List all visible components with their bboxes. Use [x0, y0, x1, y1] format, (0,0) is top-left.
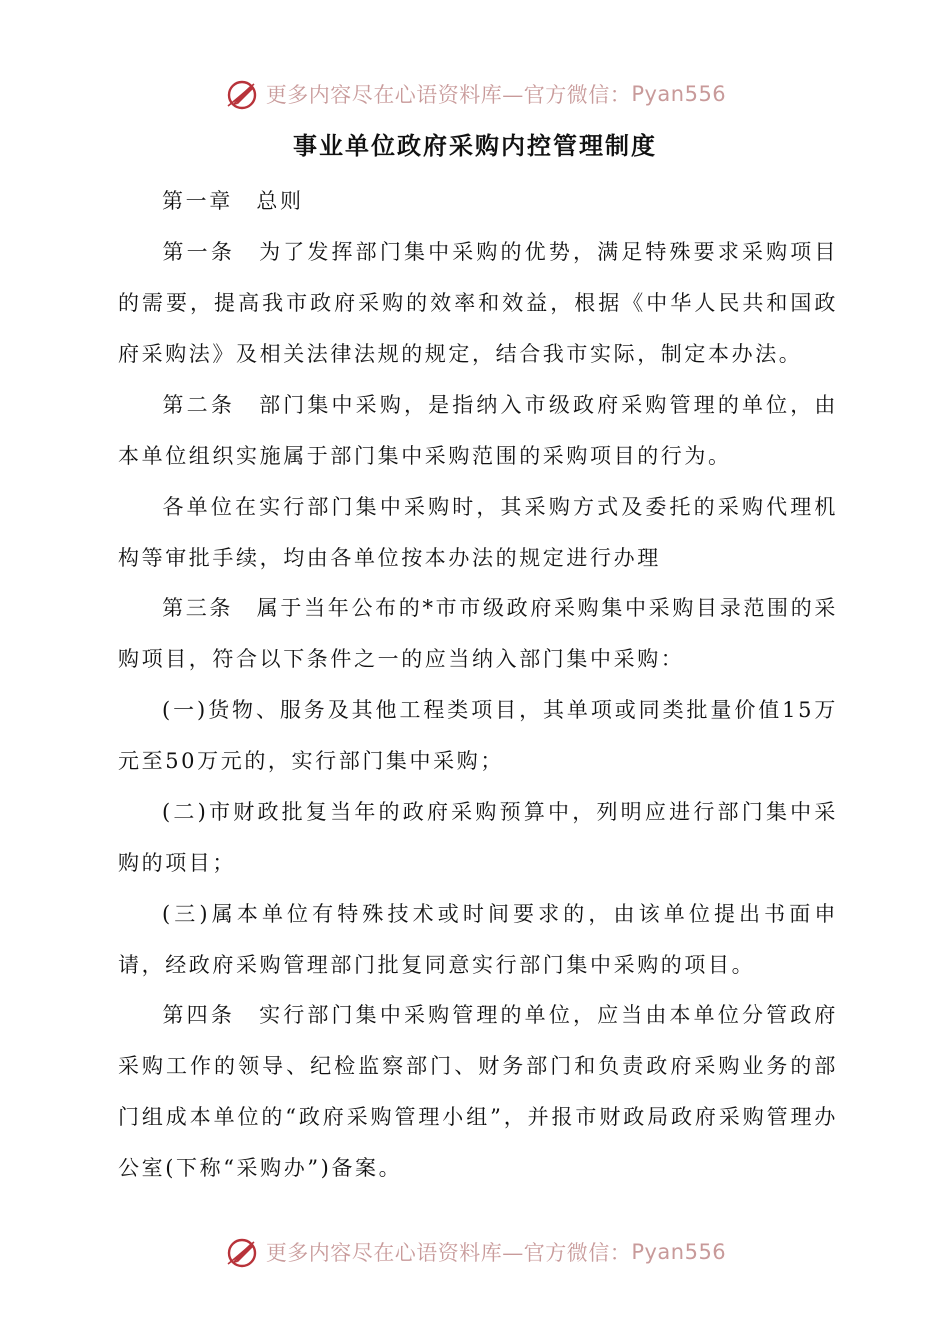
paragraph-1: 第一条 为了发挥部门集中采购的优势，满足特殊要求采购项目的需要，提高我市政府采购的效率和效益，根据《中华人民共和国政府采购法》及相关法律法规的规定，结合我市实际，制定本办法。 — [118, 240, 838, 366]
paragraph-3: 各单位在实行部门集中采购时，其采购方式及委托的采购代理机构等审批手续，均由各单位按本办法的规定进行办理 — [118, 495, 838, 570]
paragraph-4: 第三条 属于当年公布的*市市级政府采购集中采购目录范围的采购项目，符合以下条件之一的应当纳入部门集中采购： — [118, 596, 838, 671]
watermark-banner-top — [0, 74, 950, 114]
banner-wechat-id: Pyan556 — [631, 1240, 727, 1264]
banner-text: 更多内容尽在心语资料库—官方微信： — [265, 83, 632, 107]
paragraph-2: 第二条 部门集中采购，是指纳入市级政府采购管理的单位，由本单位组织实施属于部门集中采购范围的采购项目的行为。 — [118, 393, 838, 468]
paragraph-5: (一)货物、服务及其他工程类项目，其单项或同类批量价值15万元至50万元的，实行部门集中采购； — [118, 698, 838, 773]
logo-icon — [224, 1234, 260, 1270]
document-title: 事业单位政府采购内控管理制度 — [293, 131, 657, 160]
paragraph-7: (三)属本单位有特殊技术或时间要求的，由该单位提出书面申请，经政府采购管理部门批复同意实行部门集中采购的项目。 — [118, 902, 838, 977]
banner-wechat-id: Pyan556 — [631, 82, 727, 106]
chapter-heading: 第一章 总则 — [162, 189, 304, 213]
paragraph-6: (二)市财政批复当年的政府采购预算中，列明应进行部门集中采购的项目； — [118, 800, 838, 875]
watermark-banner-bottom — [0, 1232, 950, 1272]
paragraph-8: 第四条 实行部门集中采购管理的单位，应当由本单位分管政府采购工作的领导、纪检监察部门、财务部门和负责政府采购业务的部门组成本单位的“政府采购管理小组”，并报市财政局政府采购管理办公室(下称“采购办”)备案。 — [118, 1003, 838, 1180]
logo-icon — [224, 76, 260, 112]
banner-text: 更多内容尽在心语资料库—官方微信： — [265, 1241, 632, 1265]
